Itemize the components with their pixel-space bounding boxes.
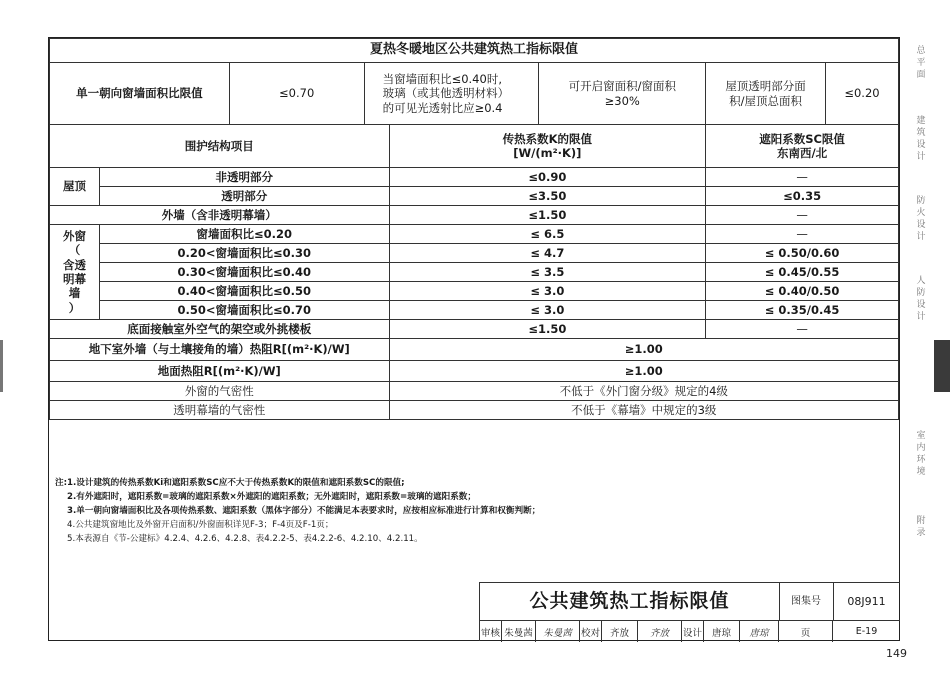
title-block [479,582,900,641]
ground-value: ≥1.00 [389,361,898,382]
page-label: 页 [779,621,833,642]
openable-label: 可开启窗面积/窗面积 [568,79,676,94]
window-label-l6: ） [68,300,81,315]
wwr-value: ≤0.70 [229,63,364,125]
note-line: 4.公共建筑窗地比及外窗开启面积/外窗面积详见F-3；F-4页及F-1页； [67,520,334,530]
openable-value: ≥30% [604,93,640,108]
window-sc: ≤ 0.40/0.50 [706,282,899,301]
table-title: 夏热冬暖地区公共建筑热工指标限值 [50,39,899,63]
note-line: 注:1.设计建筑的传热系数Ki和遮阳系数SC应不大于传热系数K的限值和遮阳系数SC的限值; [55,478,405,488]
roof-ratio-line-1: 屋顶透明部分面 [725,79,806,94]
side-index-appendix: 附录 [916,516,926,538]
window-sc: ≤ 0.45/0.55 [706,263,899,282]
check-label: 校对 [580,621,602,642]
section-tab-marker [934,340,950,392]
roof-k: ≤0.90 [389,168,706,187]
light-note-line-2: 玻璃（或其他透明材料） [382,86,510,101]
atlas-label: 图集号 [779,583,834,620]
floor-over-item: 底面接触室外空气的架空或外挑楼板 [50,320,390,339]
window-sc: ≤ 0.35/0.45 [706,301,899,320]
window-item: 0.40<窗墙面积比≤0.50 [99,282,389,301]
light-note-line-1: 当窗墙面积比≤0.40时, [382,71,502,86]
roof-sc: — [706,168,899,187]
drawing-title: 公共建筑热工指标限值 [480,583,780,620]
window-item: 窗墙面积比≤0.20 [99,225,389,244]
wwr-label: 单一朝向窗墙面积比限值 [50,63,230,125]
openable-window-ratio [539,63,706,125]
roof-sc: ≤0.35 [706,187,899,206]
design-label: 设计 [682,621,704,642]
side-index-architecture: 建筑设计 [916,116,926,162]
signature-row [480,620,900,642]
window-k: ≤ 3.5 [389,263,706,282]
header-sc-line-2: 东南西/北 [776,146,828,160]
page-frame [48,37,900,641]
side-index-general: 总平面 [916,46,926,80]
header-k-line-2: [W/(m²·K)] [513,146,582,160]
header-k-line-1: 传热系数K的限值 [502,131,593,146]
window-item: 0.50<窗墙面积比≤0.70 [99,301,389,320]
roof-transparent-ratio-label [706,63,826,125]
window-label-l2: （ [68,243,81,258]
window-label-l4: 明幕 [62,272,86,286]
note-line: 3.单一朝向窗墙面积比及各项传热系数、遮阳系数（黑体字部分）不能满足本表要求时，应按相应标准进行计算和权衡判断； [67,506,541,516]
header-sc [706,125,899,168]
page-number: 149 [886,647,907,660]
window-label-l5: 墙 [68,286,81,301]
window-item: 0.30<窗墙面积比≤0.40 [99,263,389,282]
side-index-civil-defense: 人防设计 [916,276,926,322]
window-label-l1: 外窗 [62,228,86,243]
window-item: 0.20<窗墙面积比≤0.30 [99,244,389,263]
binding-mark [0,340,3,392]
window-k: ≤ 3.0 [389,301,706,320]
floor-over-k: ≤1.50 [389,320,706,339]
roof-k: ≤3.50 [389,187,706,206]
window-k: ≤ 6.5 [389,225,706,244]
side-index-fire: 防火设计 [916,196,926,242]
review-label: 审核 [480,621,502,642]
floor-over-sc: — [706,320,899,339]
header-sc-line-1: 遮阳系数SC限值 [759,131,845,146]
window-sc: — [706,225,899,244]
window-label [50,225,100,320]
ground-item: 地面热阻R[(m²·K)/W] [50,361,390,382]
thermal-limits-table [49,38,899,420]
atlas-number: 08J911 [847,595,886,608]
curtain-air-value: 不低于《幕墙》中规定的3级 [389,401,898,420]
outer-wall-item: 外墙（含非透明幕墙） [50,206,390,225]
designer-signature: 唐琼 [740,621,779,642]
roof-item: 非透明部分 [99,168,389,187]
side-index-indoor: 室内环境 [916,431,926,477]
roof-item: 透明部分 [99,187,389,206]
designer-name: 唐琼 [704,621,740,642]
checker-name: 齐放 [602,621,638,642]
notes [55,476,895,546]
light-transmittance-note [364,63,539,125]
window-k: ≤ 3.0 [389,282,706,301]
header-k [389,125,706,168]
window-k: ≤ 4.7 [389,244,706,263]
roof-ratio-line-2: 积/屋顶总面积 [729,93,802,108]
note-line: 2.有外遮阳时，遮阳系数=玻璃的遮阳系数×外遮阳的遮阳系数；无外遮阳时，遮阳系数=玻璃的遮阳系数； [67,492,476,502]
light-note-line-3: 的可见光透射比应≥0.4 [382,100,503,115]
outer-wall-k: ≤1.50 [389,206,706,225]
basement-wall-value: ≥1.00 [389,339,898,361]
reviewer-signature: 朱曼茜 [536,621,580,642]
header-envelope: 围护结构项目 [50,125,390,168]
curtain-air-item: 透明幕墙的气密性 [50,401,390,420]
outer-wall-sc: — [706,206,899,225]
roof-label: 屋顶 [50,168,100,206]
window-air-value: 不低于《外门窗分级》规定的4级 [389,382,898,401]
basement-wall-item: 地下室外墙（与土壤接角的墙）热阻R[(m²·K)/W] [50,339,390,361]
reviewer-name: 朱曼茜 [502,621,536,642]
page-code: E-19 [855,626,878,637]
roof-transparent-ratio-value: ≤0.20 [825,63,898,125]
window-sc: ≤ 0.50/0.60 [706,244,899,263]
window-air-item: 外窗的气密性 [50,382,390,401]
window-label-l3: 含透 [62,257,86,272]
note-line: 5.本表源自《节-公建标》4.2.4、4.2.6、4.2.8、表4.2.2-5、表4.2.2-6、4.2.10、4.2.11。 [67,534,423,544]
checker-signature: 齐放 [638,621,682,642]
